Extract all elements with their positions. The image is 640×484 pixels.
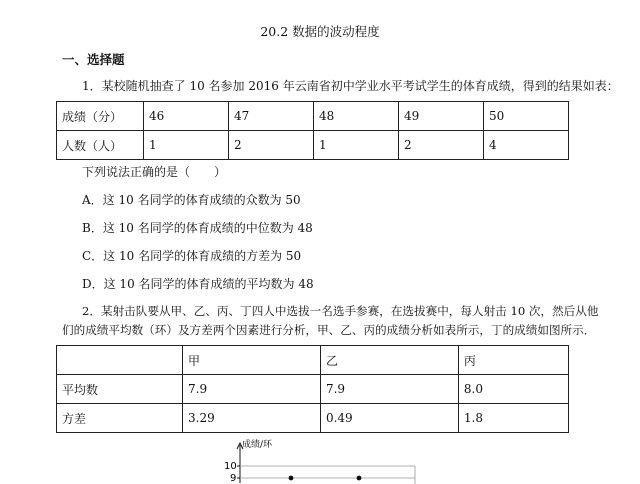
table-cell: 甲 — [183, 346, 321, 375]
table-cell: 平均数 — [57, 375, 183, 404]
table-cell: 2 — [399, 131, 484, 160]
table-row — [57, 375, 569, 404]
table-cell: 1 — [144, 131, 229, 160]
table-cell: 50 — [484, 102, 569, 131]
table-row — [57, 404, 569, 433]
question-2-stem-line1: 2．某射击队要从甲、乙、丙、丁四人中选拔一名选手参赛，在选拔赛中，每人射击 10 次，然后从他 — [82, 304, 599, 318]
chart-tick-label: 10 — [224, 461, 237, 472]
table-cell: 1 — [314, 131, 399, 160]
table-cell: 7.9 — [183, 375, 321, 404]
table-cell — [57, 346, 183, 375]
option-b: B．这 10 名同学的体育成绩的中位数为 48 — [82, 221, 313, 235]
score-table — [56, 101, 569, 160]
table-cell: 8.0 — [458, 375, 568, 404]
table-cell: 49 — [399, 102, 484, 131]
question-1-stem: 1．某校随机抽查了 10 名参加 2016 年云南省初中学业水平考试学生的体育成绩，得到的结果如表： — [82, 79, 619, 93]
shooting-table — [56, 345, 569, 433]
score-chart — [215, 436, 425, 484]
option-c: C．这 10 名同学的体育成绩的方差为 50 — [82, 249, 302, 263]
table-cell: 成绩（分） — [57, 102, 144, 131]
table-cell: 46 — [144, 102, 229, 131]
table-cell: 方差 — [57, 404, 183, 433]
chart-point — [357, 476, 362, 481]
question-2-stem-line2: 们的成绩平均数（环）及方差两个因素进行分析，甲、乙、丙的成绩分析如表所示，丁的成绩如图所示． — [62, 323, 596, 337]
table-cell: 乙 — [320, 346, 458, 375]
page-title: 20.2 数据的波动程度 — [260, 24, 380, 39]
table-cell: 7.9 — [320, 375, 458, 404]
question-1-prompt: 下列说法正确的是（ ） — [82, 165, 227, 179]
table-cell: 47 — [229, 102, 314, 131]
table-cell: 丙 — [458, 346, 568, 375]
table-cell: 0.49 — [320, 404, 458, 433]
chart-point — [289, 476, 294, 481]
table-cell: 2 — [229, 131, 314, 160]
table-cell: 4 — [484, 131, 569, 160]
table-cell: 1.8 — [458, 404, 568, 433]
table-cell: 3.29 — [183, 404, 321, 433]
chart-y-label: 成绩/环 — [242, 440, 273, 450]
chart-tick-label: 9 — [230, 473, 237, 484]
table-row — [57, 131, 569, 160]
section-heading: 一、选择题 — [62, 52, 125, 67]
table-cell: 人数（人） — [57, 131, 144, 160]
table-row — [57, 102, 569, 131]
option-a: A．这 10 名同学的体育成绩的众数为 50 — [82, 193, 301, 207]
table-cell: 48 — [314, 102, 399, 131]
table-row — [57, 346, 569, 375]
option-d: D．这 10 名同学的体育成绩的平均数为 48 — [82, 277, 314, 291]
